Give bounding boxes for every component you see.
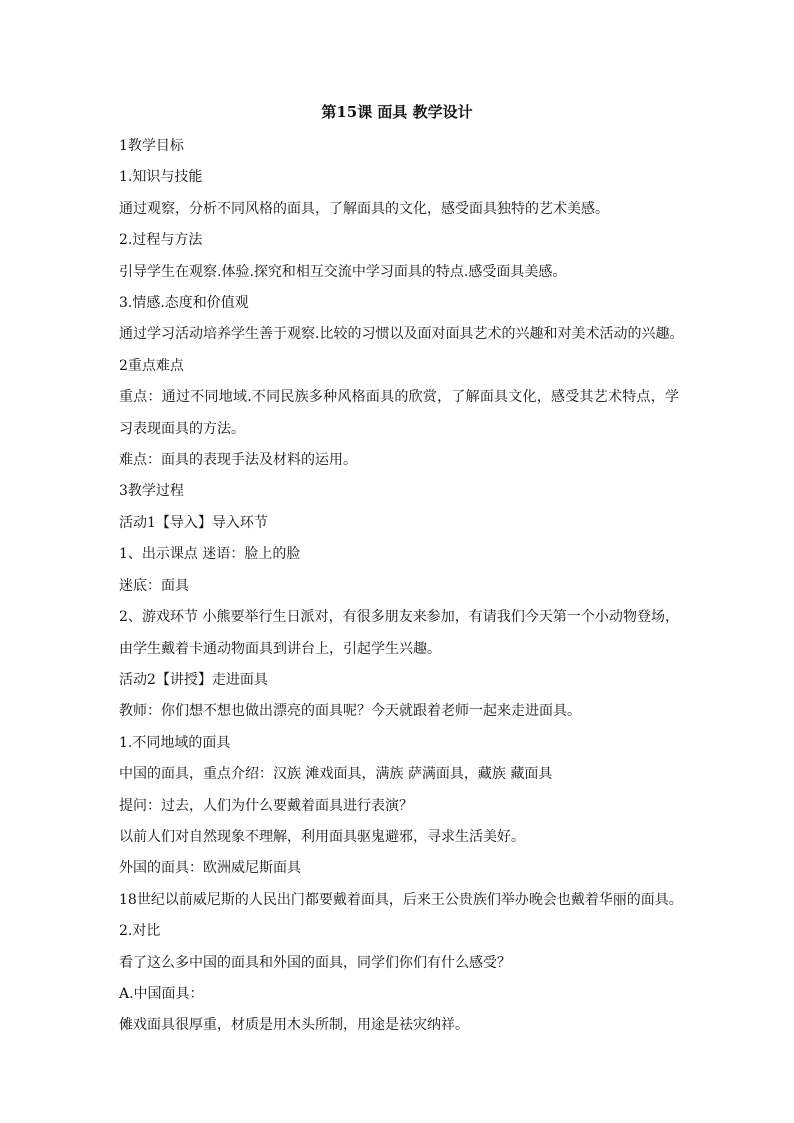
- paragraph: 通过学习活动培养学生善于观察.比较的习惯以及面对面具艺术的兴趣和对美术活动的兴趣。: [119, 326, 684, 343]
- activity-heading: 活动1【导入】导入环节: [119, 514, 268, 531]
- paragraph: 提问：过去，人们为什么要戴着面具进行表演？: [119, 797, 413, 814]
- subsection-heading: 2.过程与方法: [119, 232, 203, 249]
- paragraph: 教师：你们想不想也做出漂亮的面具呢？今天就跟着老师一起来走进面具。: [119, 703, 581, 720]
- paragraph: 以前人们对自然现象不理解，利用面具驱鬼避邪，寻求生活美好。: [119, 828, 525, 845]
- section-heading: 3教学过程: [119, 483, 184, 500]
- paragraph: 中国的面具，重点介绍：汉族 滩戏面具，满族 萨满面具，藏族 藏面具: [119, 766, 553, 783]
- subsection-heading: A.中国面具：: [119, 985, 204, 1002]
- paragraph: 2、游戏环节 小熊要举行生日派对，有很多朋友来参加，有请我们今天第一个小动物登场，由学生戴着卡通动物面具到讲台上，引起学生兴趣。: [119, 609, 679, 657]
- paragraph: 迷底：面具: [119, 577, 189, 594]
- paragraph: 难点：面具的表现手法及材料的运用。: [119, 452, 357, 469]
- paragraph: 重点：通过不同地域.不同民族多种风格面具的欣赏，了解面具文化，感受其艺术特点，学习表现面具的方法。: [119, 389, 679, 437]
- section-heading: 2重点难点: [119, 357, 184, 374]
- paragraph: 傩戏面具很厚重，材质是用木头所制，用途是祛灾纳祥。: [119, 1017, 469, 1034]
- document-title: 第15课 面具 教学设计: [321, 103, 473, 121]
- subsection-heading: 1.不同地域的面具: [119, 734, 231, 751]
- paragraph: 引导学生在观察.体验.探究和相互交流中学习面具的特点.感受面具美感。: [119, 263, 567, 280]
- subsection-heading: 2.对比: [119, 923, 161, 940]
- paragraph: 1、出示课点 迷语：脸上的脸: [119, 546, 301, 563]
- paragraph: 通过观察，分析不同风格的面具，了解面具的文化，感受面具独特的艺术美感。: [119, 200, 609, 217]
- subsection-heading: 1.知识与技能: [119, 169, 203, 186]
- subsection-heading: 3.情感.态度和价值观: [119, 295, 249, 312]
- paragraph: 18世纪以前威尼斯的人民出门都要戴着面具，后来王公贵族们举办晚会也戴着华丽的面具。: [119, 891, 683, 908]
- activity-heading: 活动2【讲授】走进面具: [119, 671, 268, 688]
- paragraph: 看了这么多中国的面具和外国的面具，同学们你们有什么感受？: [119, 954, 511, 971]
- paragraph: 外国的面具：欧洲威尼斯面具: [119, 860, 301, 877]
- document-body: [119, 131, 684, 1042]
- section-heading: 1教学目标: [119, 138, 184, 154]
